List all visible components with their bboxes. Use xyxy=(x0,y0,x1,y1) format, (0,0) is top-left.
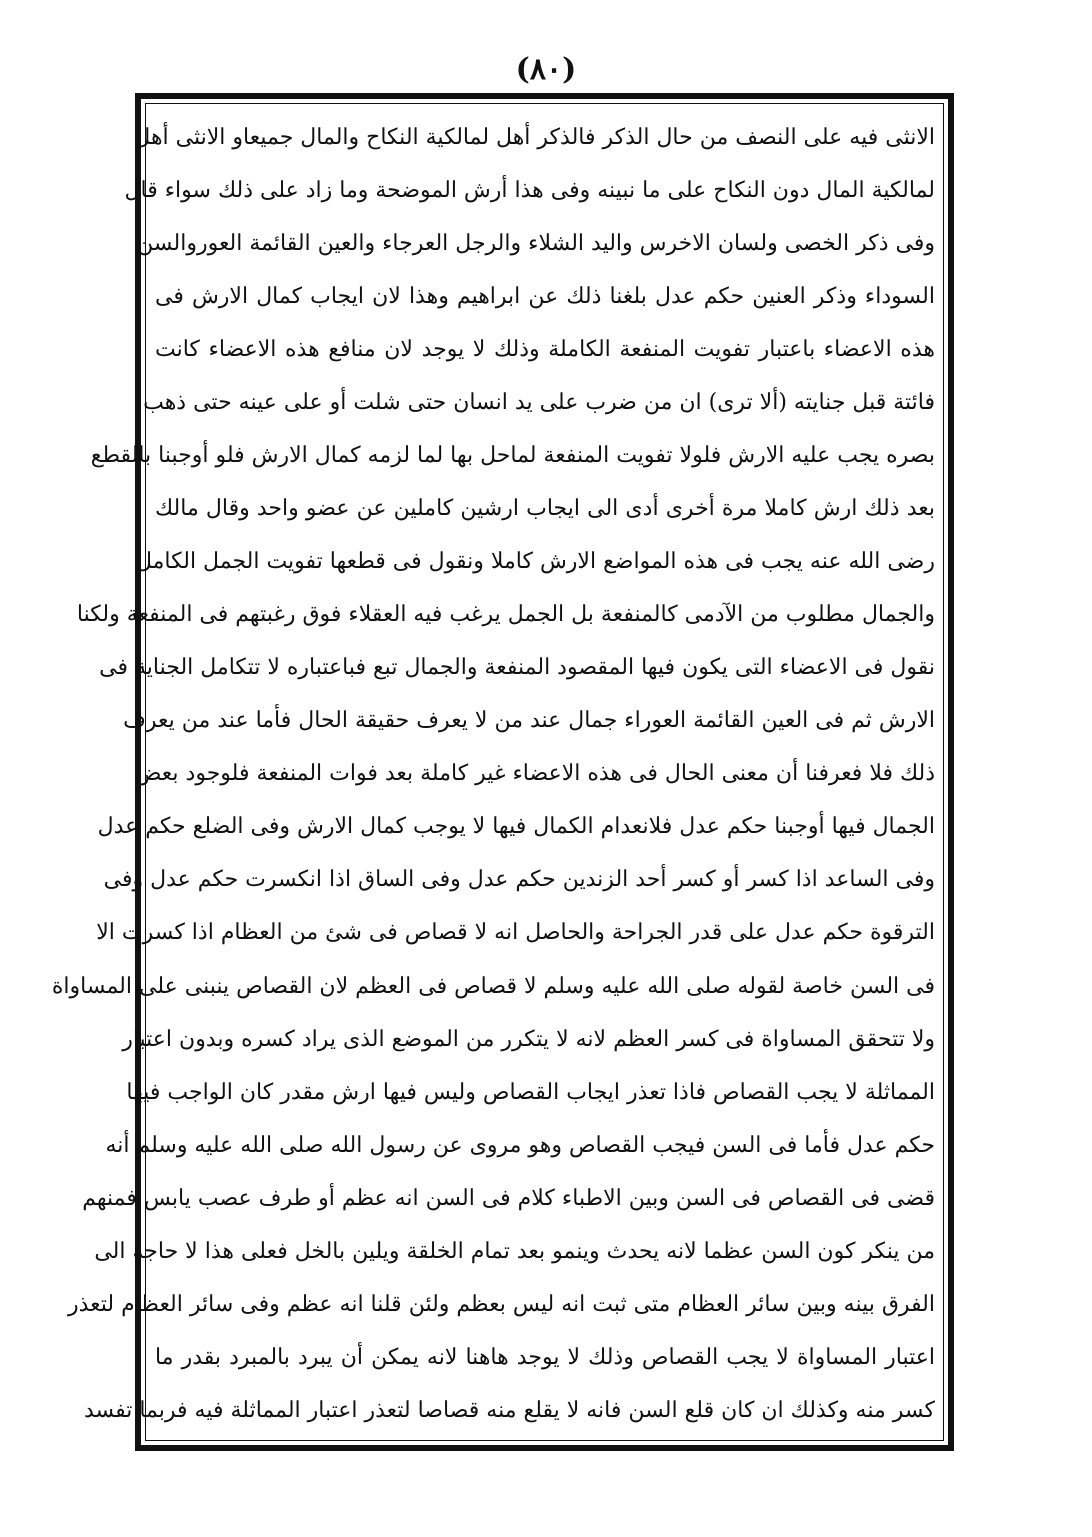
text-line: بعد ذلك ارش كاملا مرة أخرى أدى الى ايجاب ارشين كاملين عن عضو واحد وقال مالك xyxy=(155,496,935,522)
text-line: الفرق بينه وبين سائر العظام متى ثبت انه ليس بعظم ولئن قلنا انه عظم وفى سائر العظام لتعذر xyxy=(67,1291,935,1317)
text-line: حكم عدل فأما فى السن فيجب القصاص وهو مروى عن رسول الله صلى الله عليه وسلم أنه xyxy=(105,1132,935,1158)
text-line: وفى ذكر الخصى ولسان الاخرس واليد الشلاء والرجل العرجاء والعين القائمة العوروالسن xyxy=(137,231,935,257)
text-line: قضى فى القصاص فى السن وبين الاطباء كلام فى السن انه عظم أو طرف عصب يابس فمنهم xyxy=(82,1185,935,1211)
text-line: لمالكية المال دون النكاح على ما نبينه وفى هذا أرش الموضحة وما زاد على ذلك سواء قال xyxy=(124,178,935,204)
text-line: نقول فى الاعضاء التى يكون فيها المقصود المنفعة والجمال تبع فباعتباره لا تتكامل الجناية فى xyxy=(99,655,935,681)
text-line: من ينكر كون السن عظما لانه يحدث وينمو بعد تمام الخلقة ويلين بالخل فعلى هذا لا حاجة الى xyxy=(94,1238,935,1264)
text-line: والجمال مطلوب من الآدمى كالمنفعة بل الجمل يرغب فيه العقلاء فوق رغبتهم فى المنفعة ولكنا xyxy=(76,602,935,628)
text-line: اعتبار المساواة لا يجب القصاص وذلك لا يوجد هاهنا لانه يمكن أن يبرد بالمبرد بقدر ما xyxy=(155,1344,935,1370)
text-body xyxy=(51,112,935,1437)
text-line: السوداء وذكر العنين حكم عدل بلغنا ذلك عن ابراهيم وهذا لان ايجاب كمال الارش فى xyxy=(155,284,935,310)
text-line: بصره يجب عليه الارش فلولا تفويت المنفعة لماحل بها لما لزمه كمال الارش فلو أوجبنا بالقطع xyxy=(90,443,935,469)
text-line: الجمال فيها أوجبنا حكم عدل فلانعدام الكمال فيها لا يوجب كمال الارش وفى الضلع حكم عدل xyxy=(97,814,935,840)
text-line: الارش ثم فى العين القائمة العوراء جمال عند من لا يعرف حقيقة الحال فأما عند من يعرف xyxy=(123,708,935,734)
text-line: المماثلة لا يجب القصاص فاذا تعذر ايجاب القصاص وليس فيها ارش مقدر كان الواجب فيها xyxy=(126,1079,935,1105)
text-line: ولا تتحقق المساواة فى كسر العظم لانه لا يتكرر من الموضع الذى يراد كسره وبدون اعتبار xyxy=(122,1026,935,1052)
text-line: كسر منه وكذلك ان كان قلع السن فانه لا يقلع منه قصاصا لتعذر اعتبار المماثلة فيه فربما تفسد xyxy=(83,1397,935,1423)
text-line: الترقوة حكم عدل على قدر الجراحة والحاصل انه لا قصاص فى شئ من العظام اذا كسرت الا xyxy=(96,920,935,946)
text-line: ذلك فلا فعرفنا أن معنى الحال فى هذه الاعضاء غير كاملة بعد فوات المنفعة فلوجود بعض xyxy=(134,761,935,787)
text-line: رضى الله عنه يجب فى هذه المواضع الارش كاملا ونقول فى قطعها تفويت الجمل الكامل xyxy=(135,549,935,575)
text-line: فى السن خاصة لقوله صلى الله عليه وسلم لا قصاص فى العظم لان القصاص ينبنى على المساواة xyxy=(51,973,935,999)
text-line: الانثى فيه على النصف من حال الذكر فالذكر أهل لمالكية النكاح والمال جميعاو الانثى أهل xyxy=(134,125,935,150)
text-line: هذه الاعضاء باعتبار تفويت المنفعة الكاملة وذلك لا يوجد لان منافع هذه الاعضاء كانت xyxy=(155,337,935,363)
text-line: فائتة قبل جنايته (ألا ترى) ان من ضرب على يد انسان حتى شلت أو على عينه حتى ذهب xyxy=(143,390,935,416)
page-number: (٨٠) xyxy=(515,52,577,87)
text-line: وفى الساعد اذا كسر أو كسر أحد الزندين حكم عدل وفى الساق اذا انكسرت حكم عدل وفى xyxy=(103,867,935,893)
